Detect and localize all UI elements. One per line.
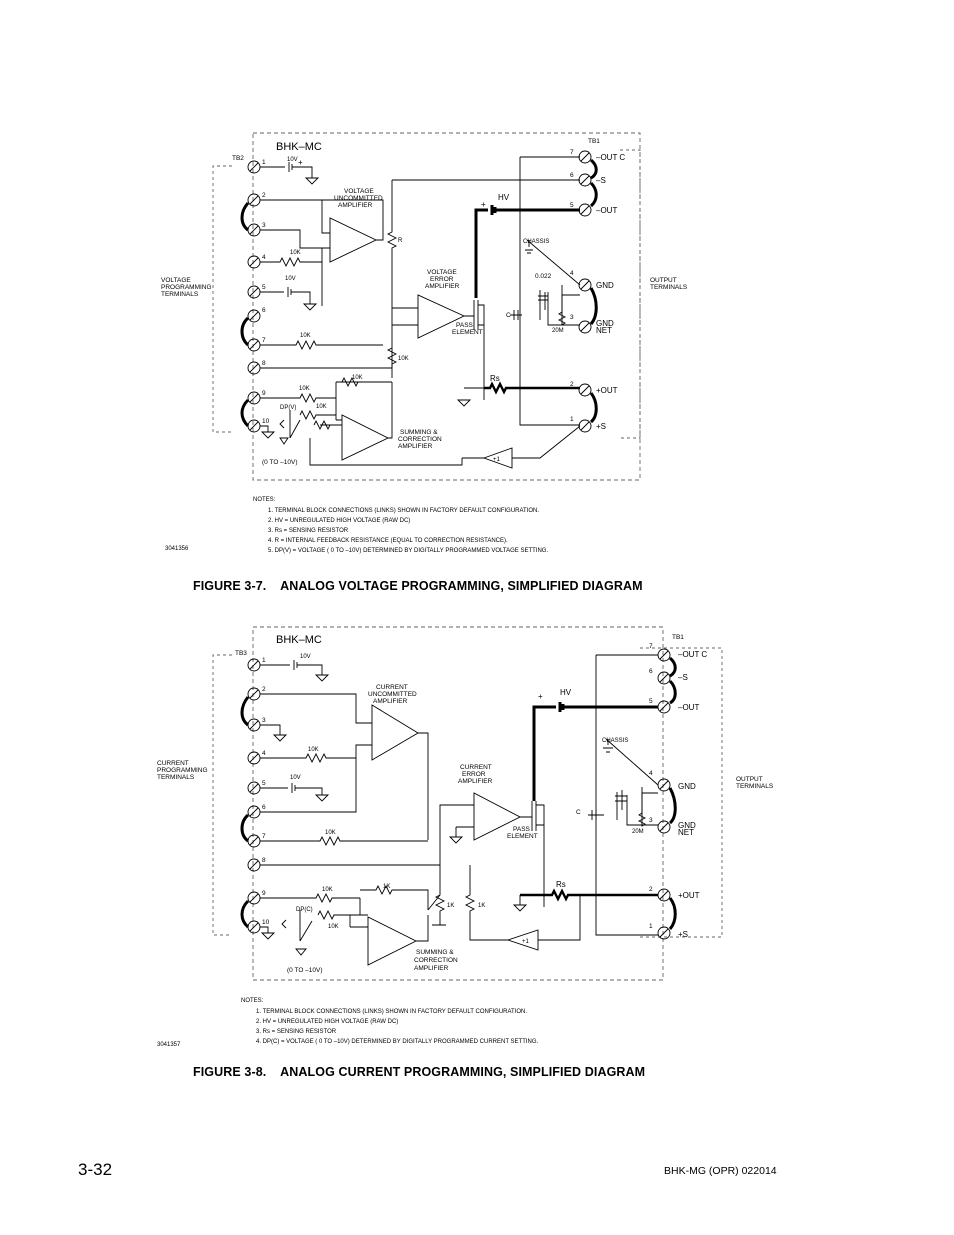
svg-text:+: + <box>538 692 543 701</box>
f2-note-2: 2. HV = UNREGULATED HIGH VOLTAGE (RAW DC) <box>256 1019 399 1025</box>
f1-num-6: 6 <box>262 307 266 314</box>
document-id: BHK-MG (OPR) 022014 <box>664 1165 777 1177</box>
f1-amp1-label-3: AMPLIFIER <box>338 202 373 209</box>
f1-right-label-1: OUTPUT <box>650 277 677 284</box>
f1-amp2-label-3: AMPLIFIER <box>425 283 460 290</box>
f1-10k-b: 10K <box>300 333 311 339</box>
f1-20m: 20M <box>552 328 564 334</box>
f1-amp3-label-2: CORRECTION <box>398 436 442 443</box>
f1-note-2: 2. HV = UNREGULATED HIGH VOLTAGE (RAW DC) <box>268 518 411 524</box>
f2-pass-label-2: ELEMENT <box>507 833 538 840</box>
f2-out-lbl-plusout: +OUT <box>678 891 700 900</box>
f1-hv: HV <box>498 193 510 202</box>
f2-out-num-4: 4 <box>649 770 653 777</box>
f2-right-label-1: OUTPUT <box>736 776 763 783</box>
f2-pass-label-1: PASS <box>513 826 530 833</box>
f2-left-label-2: PROGRAMMING <box>157 767 208 774</box>
f2-out-num-1: 1 <box>649 923 653 930</box>
f1-num-1: 1 <box>262 159 266 166</box>
f1-amp1-label-1: VOLTAGE <box>344 188 374 195</box>
f1-out-num-2: 2 <box>570 381 574 388</box>
f1-amp3-label-3: AMPLIFIER <box>398 443 433 450</box>
f1-num-9: 9 <box>262 390 266 397</box>
svg-text:+: + <box>298 158 303 167</box>
f2-amp3-label-2: CORRECTION <box>414 957 458 964</box>
f1-left-label-3: TERMINALS <box>161 291 199 298</box>
f1-tb-left: TB2 <box>232 155 244 162</box>
f1-10k-e: 10K <box>352 375 363 381</box>
f2-10k-b: 10K <box>325 830 336 836</box>
f2-out-lbl-out: –OUT <box>678 703 700 712</box>
f2-note-4: 4. DP(C) = VOLTAGE ( 0 TO –10V) DETERMINED BY DIGITALLY PROGRAMMED CURRENT SETTING. <box>256 1039 539 1045</box>
f1-10k-f: 10K <box>316 404 327 410</box>
f1-num-4: 4 <box>262 254 266 261</box>
f2-num-6: 6 <box>262 804 266 811</box>
f1-10k-c: 10K <box>398 356 409 362</box>
f1-10k-d: 10K <box>299 386 310 392</box>
f2-rs: Rs <box>556 880 566 889</box>
f1-box-title: BHK–MC <box>276 141 322 153</box>
f2-20m: 20M <box>632 829 644 835</box>
f2-amp2-label-1: CURRENT <box>460 764 492 771</box>
f1-out-lbl-gnd: GND <box>596 281 614 290</box>
f1-dp: DP(V) <box>280 405 297 411</box>
f2-num-3: 3 <box>262 717 266 724</box>
f1-num-2: 2 <box>262 192 266 199</box>
f2-num-7: 7 <box>262 833 266 840</box>
figure-3-7-caption: FIGURE 3-7. ANALOG VOLTAGE PROGRAMMING, SIMPLIFIED DIAGRAM <box>193 579 643 593</box>
f2-tb-left: TB3 <box>235 650 247 657</box>
f2-range: (0 TO –10V) <box>287 967 323 974</box>
f2-10v-b: 10V <box>290 775 301 781</box>
f1-note-4: 4. R = INTERNAL FEEDBACK RESISTANCE (EQUAL TO CORRECTION RESISTANCE). <box>268 538 508 544</box>
f1-cap-value: 0.022 <box>535 273 552 280</box>
f2-num-10: 10 <box>262 919 270 926</box>
f2-amp3-label-1: SUMMING & <box>416 949 454 956</box>
f1-tb-right: TB1 <box>588 138 600 145</box>
f1-buffer: +1 <box>493 457 500 463</box>
f1-rs: Rs <box>490 374 500 383</box>
f2-out-lbl-net: NET <box>678 828 694 837</box>
f2-buffer: +1 <box>522 939 529 945</box>
f1-amp2-label-2: ERROR <box>430 276 454 283</box>
f1-c: C <box>506 312 511 319</box>
figure-3-8-caption: FIGURE 3-8. ANALOG CURRENT PROGRAMMING, SIMPLIFIED DIAGRAM <box>193 1065 646 1079</box>
f1-out-num-6: 6 <box>570 172 574 179</box>
f1-num-8: 8 <box>262 360 266 367</box>
f2-out-num-6: 6 <box>649 668 653 675</box>
f2-tb-right: TB1 <box>672 634 684 641</box>
f1-out-lbl-net: NET <box>596 326 612 335</box>
f1-num-5: 5 <box>262 284 266 291</box>
f1-out-lbl-outc: –OUT C <box>596 153 626 162</box>
f1-note-5: 5. DP(V) = VOLTAGE ( 0 TO –10V) DETERMINED BY DIGITALLY PROGRAMMED VOLTAGE SETTING. <box>268 548 549 554</box>
f1-num-10: 10 <box>262 418 270 425</box>
f1-out-num-5: 5 <box>570 202 574 209</box>
f1-r: R <box>398 238 403 244</box>
f1-out-num-1: 1 <box>570 416 574 423</box>
f1-10v-a: 10V <box>287 157 298 163</box>
f2-10v-a: 10V <box>300 654 311 660</box>
f1-amp1-label-2: UNCOMMITTED <box>334 195 383 202</box>
f2-num-5: 5 <box>262 780 266 787</box>
f2-10k-d: 10K <box>328 924 339 930</box>
f2-num-2: 2 <box>262 686 266 693</box>
f2-left-label-1: CURRENT <box>157 760 189 767</box>
f1-out-num-3: 3 <box>570 314 574 321</box>
f1-out-lbl-s: –S <box>596 176 606 185</box>
f2-right-label-2: TERMINALS <box>736 783 774 790</box>
f2-1k-b: 1K <box>447 903 455 909</box>
figure-3-8-schematic <box>0 615 954 1055</box>
f2-1k-c: 1K <box>478 903 486 909</box>
f1-out-lbl-out: –OUT <box>596 206 618 215</box>
f2-dp: DP(C) <box>296 907 313 913</box>
f2-10k-a: 10K <box>308 747 319 753</box>
f2-out-lbl-gnd2: GND <box>678 821 696 830</box>
f2-out-lbl-s: –S <box>678 673 688 682</box>
f1-chassis: CHASSIS <box>523 239 550 245</box>
f2-num-4: 4 <box>262 750 266 757</box>
f1-out-lbl-plusout: +OUT <box>596 386 618 395</box>
f2-notes-title: NOTES: <box>241 998 264 1004</box>
f1-drawing-id: 3041356 <box>165 546 189 552</box>
f1-out-num-4: 4 <box>570 270 574 277</box>
f1-num-7: 7 <box>262 337 266 344</box>
f2-left-label-3: TERMINALS <box>157 774 195 781</box>
f2-drawing-id: 3041357 <box>157 1042 181 1048</box>
f1-range: (0 TO –10V) <box>262 459 298 466</box>
f2-10k-c: 10K <box>322 887 333 893</box>
f2-out-num-5: 5 <box>649 698 653 705</box>
svg-text:+: + <box>481 200 486 209</box>
f2-out-lbl-gnd: GND <box>678 782 696 791</box>
f1-10k-a: 10K <box>290 250 301 256</box>
f2-out-num-2: 2 <box>649 886 653 893</box>
f2-num-9: 9 <box>262 890 266 897</box>
f2-amp3-label-3: AMPLIFIER <box>414 965 449 972</box>
f2-amp1-label-2: UNCOMMITTED <box>368 691 417 698</box>
f1-note-1: 1. TERMINAL BLOCK CONNECTIONS (LINKS) SHOWN IN FACTORY DEFAULT CONFIGURATION. <box>268 508 540 514</box>
f2-note-3: 3. Rs = SENSING RESISTOR <box>256 1029 337 1035</box>
f1-left-label-2: PROGRAMMING <box>161 284 212 291</box>
f1-pass-label-2: ELEMENT <box>452 329 483 336</box>
f2-amp2-label-3: AMPLIFIER <box>458 778 493 785</box>
f2-box-title: BHK–MC <box>276 634 322 646</box>
f1-note-3: 3. Rs = SENSING RESISTOR <box>268 528 349 534</box>
f2-chassis: CHASSIS <box>602 738 629 744</box>
f1-10v-b: 10V <box>285 276 296 282</box>
f2-amp1-label-1: CURRENT <box>376 684 408 691</box>
f1-notes-title: NOTES: <box>253 497 276 503</box>
f1-right-label-2: TERMINALS <box>650 284 688 291</box>
f1-left-label-1: VOLTAGE <box>161 277 191 284</box>
f2-amp2-label-2: ERROR <box>462 771 486 778</box>
f1-out-num-7: 7 <box>570 149 574 156</box>
f2-out-num-7: 7 <box>649 643 653 650</box>
f2-1k-a: 1K <box>383 884 391 890</box>
f2-out-num-3: 3 <box>649 817 653 824</box>
f1-pass-label-1: PASS <box>456 322 473 329</box>
page-number: 3-32 <box>78 1160 113 1179</box>
f1-out-lbl-plus-s: +S <box>596 422 607 431</box>
f2-c: C <box>576 809 581 816</box>
f1-out-lbl-gnd2: GND <box>596 319 614 328</box>
f2-num-1: 1 <box>262 657 266 664</box>
f2-num-8: 8 <box>262 857 266 864</box>
f2-hv: HV <box>560 688 572 697</box>
f1-amp3-label-1: SUMMING & <box>400 429 438 436</box>
f2-out-lbl-outc: –OUT C <box>678 650 708 659</box>
figure-3-7-schematic <box>0 120 954 560</box>
f2-amp1-label-3: AMPLIFIER <box>373 698 408 705</box>
f2-out-lbl-plus-s: +S <box>678 930 689 939</box>
f1-amp2-label-1: VOLTAGE <box>427 269 457 276</box>
f1-num-3: 3 <box>262 222 266 229</box>
f2-note-1: 1. TERMINAL BLOCK CONNECTIONS (LINKS) SHOWN IN FACTORY DEFAULT CONFIGURATION. <box>256 1009 528 1015</box>
